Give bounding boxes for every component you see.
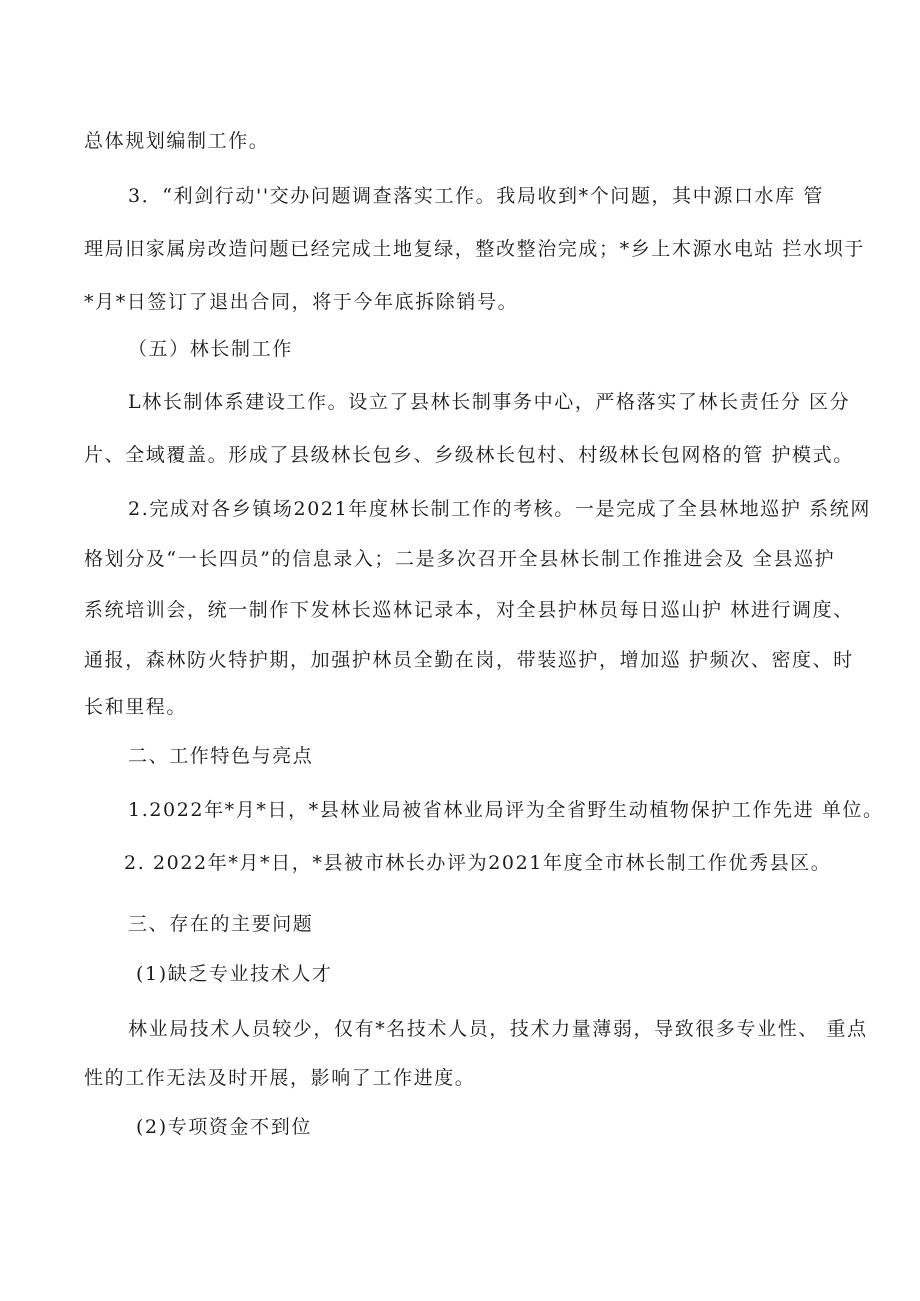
paragraph-line-training: 系统培训会，统一制作下发林长巡林记录本，对全县护林员每日巡山护 林进行调度、 [84,599,854,621]
paragraph-line-notification: 通报，森林防火特护期，加强护林员全勤在岗，带装巡护，增加巡 护频次、密度、时 [84,649,854,671]
section-heading-problems: 三、存在的主要问题 [128,913,314,935]
paragraph-line-highlight-2: 2. 2022年*月*日，*县被市林长办评为2021年度全市林长制工作优秀县区。 [124,852,832,874]
paragraph-line-assessment: 2.完成对各乡镇场2021年度林长制工作的考核。一是完成了全县林地巡护 系统网 [128,498,871,520]
paragraph-line-system-building: L林长制体系建设工作。设立了县林长制事务中心，严格落实了林长责任分 区分 [128,391,851,413]
paragraph-line-reservoir: 理局旧家属房改造问题已经完成土地复绿，整改整治完成；*乡上木源水电站 拦水坝于 [84,238,865,260]
paragraph-line-highlight-1: 1.2022年*月*日，*县林业局被省林业局评为全省野生动植物保护工作先进 单位。 [128,799,884,821]
paragraph-line-mileage: 长和里程。 [84,696,188,718]
paragraph-line-contract: *月*日签订了退出合同，将于今年底拆除销号。 [84,291,519,313]
subheading-funding: (2)专项资金不到位 [136,1116,312,1138]
section-heading-forest-chief: （五）林长制工作 [128,338,293,360]
subheading-talent: (1)缺乏专业技术人才 [136,963,333,985]
paragraph-line-sword-action: 3．“利剑行动''交办问题调查落实工作。我局收到*个问题，其中源口水库 管 [128,185,824,207]
paragraph-line-progress: 性的工作无法及时开展，影响了工作进度。 [84,1067,476,1089]
paragraph-line-coverage: 片、全域覆盖。形成了县级林长包乡、乡级林长包村、村级林长包网格的管 护模式。 [84,444,854,466]
section-heading-highlights: 二、工作特色与亮点 [128,745,314,767]
paragraph-line-planning: 总体规划编制工作。 [84,130,270,152]
paragraph-line-grid: 格划分及“一长四员”的信息录入；二是多次召开全县林长制工作推进会及 全县巡护 [84,548,836,570]
paragraph-line-staff: 林业局技术人员较少，仅有*名技术人员，技术力量薄弱，导致很多专业性、 重点 [128,1018,868,1040]
